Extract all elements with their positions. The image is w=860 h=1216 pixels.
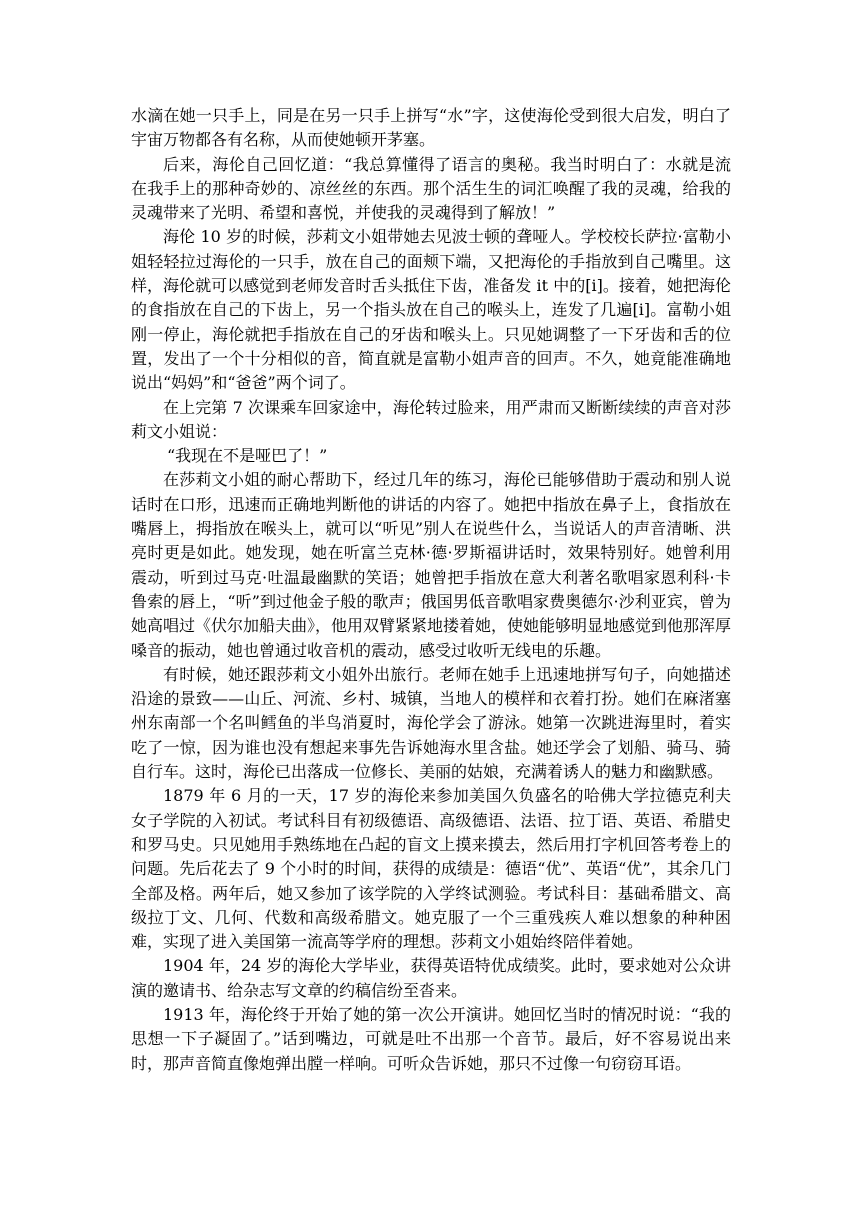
paragraph-graduation: 1904 年，24 岁的海伦大学毕业，获得英语特优成绩奖。此时，要求她对公众讲演的邀请书、给杂志写文章的约稿信纷至沓来。: [131, 956, 731, 1000]
paragraph-speech-training: 海伦 10 岁的时候，莎莉文小姐带她去见波士顿的聋哑人。学校校长萨拉·富勒小姐轻轻拉过海伦的一只手，放在自己的面颊下端，又把海伦的手指放到自己嘴里。这样，海伦就可以感觉到老师发音时舌头抵住下齿，准备发 it 中的[i]。接着，她把海伦的食指放在自己的下齿上，另一个指头放在自己的喉头上，连发了几遍[i]。富勒小姐刚一停止，海伦就把手指放在自己的牙齿和喉头上。只见她调整了一下牙齿和舌的位置，发出了一个十分相似的音，简直就是富勒小姐声音的回声。不久，她竟能准确地说出“妈妈”和“爸爸”两个词了。: [131, 227, 731, 393]
paragraph-quote-not-mute: “我现在不是哑巴了！”: [167, 446, 328, 466]
paragraph-helen-recollection: 后来，海伦自己回忆道：“我总算懂得了语言的奥秘。我当时明白了：水就是流在我手上的那种奇妙的、凉丝丝的东西。那个活生生的词汇唤醒了我的灵魂，给我的灵魂带来了光明、希望和喜悦，并使我的灵魂得到了解放！”: [131, 154, 731, 223]
paragraph-first-speech: 1913 年，海伦终于开始了她的第一次公开演讲。她回忆当时的情况时说：“我的思想一下子凝固了。”话到嘴边，可就是吐不出那一个音节。最后，好不容易说出来时，那声音简直像炮弹出膛一样响。可听众告诉她，那只不过像一句窃窃耳语。: [131, 1004, 731, 1073]
paragraph-travel: 有时候，她还跟莎莉文小姐外出旅行。老师在她手上迅速地拼写句子，向她描述沿途的景致——山丘、河流、乡村、城镇，当地人的模样和衣着打扮。她们在麻渚塞州东南部一个名叫鳕鱼的半鸟消夏时，海伦学会了游泳。她第一次跳进海里时，着实吃了一惊，因为谁也没有想起来事先告诉她海水里含盐。她还学会了划船、骑马、骑自行车。这时，海伦已出落成一位修长、美丽的姑娘，充满着诱人的魅力和幽默感。: [131, 664, 731, 782]
paragraph-water-lesson: 水滴在她一只手上，同是在另一只手上拼写“水”字，这使海伦受到很大启发，明白了宇宙万物都各有名称，从而使她顿开茅塞。: [131, 106, 731, 150]
document-page: [131, 104, 731, 1076]
paragraph-listening-by-vibration: 在莎莉文小姐的耐心帮助下，经过几年的练习，海伦已能够借助于震动和别人说话时在口形，迅速而正确地判断他的讲话的内容了。她把中指放在鼻子上，食指放在嘴唇上，拇指放在喉头上，就可以“听见”别人在说些什么，当说话人的声音清晰、洪亮时更是如此。她发现，她在听富兰克林·德·罗斯福讲话时，效果特别好。她曾利用震动，听到过马克·吐温最幽默的笑语；她曾把手指放在意大利著名歌唱家恩利科·卡鲁索的唇上，“听”到过他金子般的歌声；俄国男低音歌唱家费奥德尔·沙利亚宾，曾为她高唱过《伏尔加船夫曲》，他用双臂紧紧地搂着她，使她能够明显地感觉到他那浑厚嗓音的振动，她也曾通过收音机的震动，感受过收听无线电的乐趣。: [131, 470, 732, 660]
paragraph-harvard-exam: 1879 年 6 月的一天，17 岁的海伦来参加美国久负盛名的哈佛大学拉德克利夫女子学院的入初试。考试科目有初级德语、高级德语、法语、拉丁语、英语、希腊史和罗马史。只见她用手熟练地在凸起的盲文上摸来摸去，然后用打字机回答考卷上的问题。先后花去了 9 个小时的时间，获得的成绩是：德语“优”、英语“优”，其余几门全部及格。两年后，她又参加了该学院的入学终试测验。考试科目：基础希腊文、高级拉丁文、几何、代数和高级希腊文。她克服了一个三重残疾人难以想象的种种困难，实现了进入美国第一流高等学府的理想。莎莉文小姐始终陪伴着她。: [131, 786, 731, 952]
paragraph-ride-home: 在上完第 7 次课乘车回家途中，海伦转过脸来，用严肃而又断断续续的声音对莎莉文小姐说：: [131, 397, 731, 441]
